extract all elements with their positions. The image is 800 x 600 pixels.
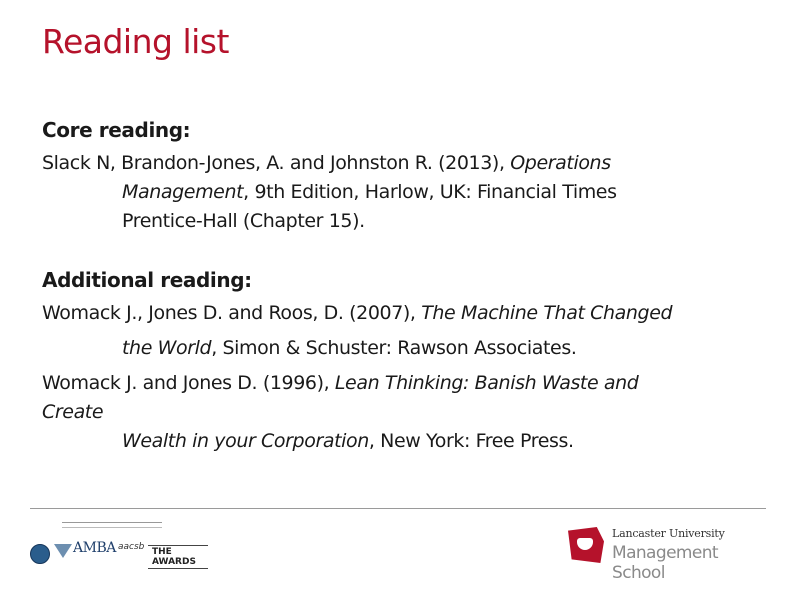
slide-title: Reading list <box>42 22 229 61</box>
additional-reading-item <box>42 369 742 456</box>
university-crest-icon <box>568 527 604 563</box>
citation-publisher: , Simon & Schuster: Rawson Associates. <box>211 337 577 359</box>
awards-logo: THE AWARDS <box>148 545 208 569</box>
citation-title-part: the World <box>122 337 212 359</box>
reading-list-content <box>42 116 742 456</box>
core-reading-item <box>42 149 742 236</box>
citation-title-part: Management <box>122 181 244 203</box>
citation-title-part: Wealth in your Corporation <box>122 430 369 452</box>
university-logo <box>568 527 768 583</box>
additional-reading-heading: Additional reading: <box>42 268 252 292</box>
accreditation-logos <box>28 522 208 572</box>
citation-title-part: Operations <box>510 152 611 174</box>
amba-logo: AMBA <box>73 540 116 556</box>
school-name: Management School <box>612 543 718 583</box>
university-name: Lancaster University <box>612 527 725 540</box>
accreditation-seal-icon <box>30 544 50 564</box>
aacsb-logo: aacsb <box>118 542 145 552</box>
citation-authors: Slack N, Brandon-Jones, A. and Johnston R. (2013), <box>42 152 511 174</box>
footer-divider <box>30 508 766 509</box>
citation-publisher: , 9th Edition, Harlow, UK: Financial Times <box>243 181 617 203</box>
accreditation-caption <box>62 522 162 528</box>
citation-title-part: Create <box>42 401 104 423</box>
equis-logo-icon <box>54 544 72 558</box>
citation-title-part: Lean Thinking: Banish Waste and <box>334 372 639 394</box>
citation-authors: Womack J., Jones D. and Roos, D. (2007), <box>42 302 422 324</box>
citation-title-part: The Machine That Changed <box>421 302 673 324</box>
citation-authors: Womack J. and Jones D. (1996), <box>42 372 335 394</box>
core-reading-heading: Core reading: <box>42 118 191 142</box>
additional-reading-item <box>42 299 742 363</box>
citation-publisher: , New York: Free Press. <box>368 430 574 452</box>
citation-publisher: Prentice-Hall (Chapter 15). <box>122 210 365 232</box>
